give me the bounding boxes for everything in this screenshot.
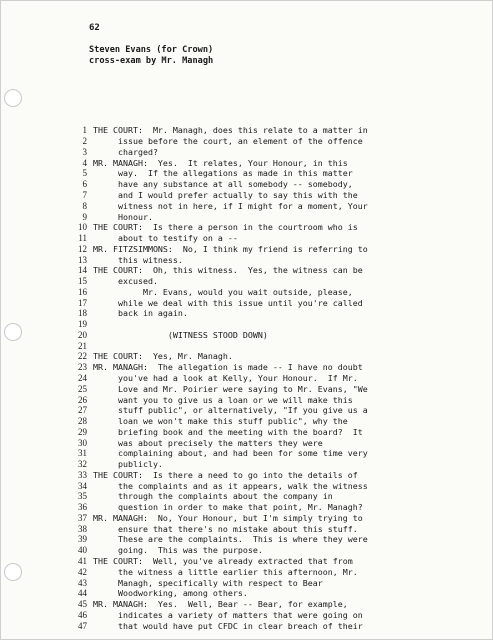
line-number: 18 <box>78 308 87 319</box>
binder-hole <box>4 563 22 581</box>
transcript-line <box>59 179 479 190</box>
line-number: 12 <box>78 243 87 254</box>
line-text: MR. FITZSIMMONS: No, I think my friend is referring to <box>93 243 368 254</box>
line-text: THE COURT: Oh, this witness. Yes, the witness can be <box>93 265 363 276</box>
line-number: 5 <box>82 168 87 179</box>
line-number: 32 <box>78 459 87 470</box>
line-number: 13 <box>78 254 87 265</box>
line-text: Woodworking, among others. <box>93 588 248 599</box>
line-text: excused. <box>93 276 158 287</box>
transcript-line <box>59 200 479 211</box>
transcript-line <box>59 157 479 168</box>
line-text: while we deal with this issue until you're called <box>93 297 363 308</box>
line-text: (WITNESS STOOD DOWN) <box>93 329 268 340</box>
line-number: 3 <box>82 146 87 157</box>
transcript-line <box>59 319 479 330</box>
transcript-line <box>59 340 479 351</box>
line-number: 44 <box>78 588 87 599</box>
line-number: 37 <box>78 512 87 523</box>
transcript-line <box>59 534 479 545</box>
line-number: 19 <box>78 319 87 330</box>
line-text: Managh, specifically with respect to Bear <box>93 577 323 588</box>
transcript-line <box>59 426 479 437</box>
transcript-line <box>59 459 479 470</box>
line-number: 25 <box>78 383 87 394</box>
transcript-line <box>59 233 479 244</box>
transcript-line <box>59 416 479 427</box>
line-number: 7 <box>82 189 87 200</box>
transcript-line <box>59 566 479 577</box>
witness-line: Steven Evans (for Crown) <box>89 45 214 55</box>
line-text: briefing book and the meeting with the board? It <box>93 426 363 437</box>
line-text: that would have put CFDC in clear breach of their <box>93 620 363 631</box>
line-text: THE COURT: Is there a need to go into the details of <box>93 469 358 480</box>
binder-hole <box>4 89 22 107</box>
line-text: THE COURT: Is there a person in the courtroom who is <box>93 222 358 233</box>
transcript-line <box>59 383 479 394</box>
transcript-line <box>59 577 479 588</box>
transcript-line <box>59 190 479 201</box>
line-number: 1 <box>82 125 87 136</box>
line-text: These are the complaints. This is where they were <box>93 534 368 545</box>
transcript-line <box>59 125 479 136</box>
transcript-line <box>59 276 479 287</box>
line-text: issue before the court, an element of the offence <box>93 136 363 147</box>
transcript-line <box>59 362 479 373</box>
line-number: 28 <box>78 416 87 427</box>
line-number: 42 <box>78 566 87 577</box>
transcript-line <box>59 470 479 481</box>
line-number: 15 <box>78 276 87 287</box>
transcript-line <box>59 480 479 491</box>
line-number: 46 <box>78 609 87 620</box>
line-number: 9 <box>82 211 87 222</box>
transcript-line <box>59 222 479 233</box>
line-number: 23 <box>78 362 87 373</box>
line-text: the complaints and as it appears, walk the witness <box>93 480 368 491</box>
line-number: 6 <box>82 179 87 190</box>
line-number: 10 <box>78 222 87 233</box>
transcript-line <box>59 373 479 384</box>
line-text: MR. MANAGH: Yes. Well, Bear -- Bear, for example, <box>93 599 348 610</box>
transcript-line <box>59 513 479 524</box>
transcript-line <box>59 523 479 534</box>
line-text: ensure that there's no mistake about this stuff. <box>93 523 358 534</box>
line-text: charged? <box>93 146 158 157</box>
line-number: 24 <box>78 372 87 383</box>
line-text: back in again. <box>93 308 188 319</box>
line-text: this witness. <box>93 254 183 265</box>
binder-hole <box>4 323 22 341</box>
line-text: question in order to make that point, Mr. Managh? <box>93 502 363 513</box>
line-number: 20 <box>78 329 87 340</box>
line-text: THE COURT: Well, you've already extracted that from <box>93 556 353 566</box>
line-number: 21 <box>78 340 87 351</box>
transcript-line <box>59 297 479 308</box>
line-text: Mr. Evans, would you wait outside, please, <box>93 286 353 297</box>
line-text: you've had a look at Kelly, Your Honour. If Mr. <box>93 372 358 383</box>
line-text: witness not in here, if I might for a moment, Your <box>93 200 368 211</box>
line-text: and I would prefer actually to say this with the <box>93 189 358 200</box>
transcript-line <box>59 405 479 416</box>
line-text: indicates a variety of matters that were going on <box>93 609 363 620</box>
examination-line: cross-exam by Mr. Managh <box>89 55 214 66</box>
line-number: 2 <box>82 136 87 147</box>
transcript-line <box>59 448 479 459</box>
line-number: 26 <box>78 394 87 405</box>
transcript-line <box>59 545 479 556</box>
transcript-line <box>59 351 479 362</box>
line-text: want you to give us a loan or we will make this <box>93 394 353 405</box>
line-text: going. This was the purpose. <box>93 545 263 556</box>
line-number: 11 <box>78 233 87 244</box>
line-number: 45 <box>78 599 87 610</box>
line-number: 47 <box>78 620 87 631</box>
line-number: 22 <box>78 351 87 362</box>
witness-header <box>89 45 213 66</box>
transcript-line <box>59 394 479 405</box>
line-text: complaining about, and had been for some time very <box>93 448 368 459</box>
line-number: 36 <box>78 502 87 513</box>
transcript-line <box>59 609 479 620</box>
transcript-line <box>59 437 479 448</box>
line-number: 40 <box>78 545 87 556</box>
line-number: 4 <box>82 157 87 168</box>
transcript-line <box>59 599 479 610</box>
transcript-line <box>59 330 479 341</box>
line-text: MR. MANAGH: No, Your Honour, but I'm simply trying to <box>93 512 363 523</box>
transcript-line <box>59 502 479 513</box>
transcript-line <box>59 136 479 147</box>
line-number: 30 <box>78 437 87 448</box>
line-number: 29 <box>78 426 87 437</box>
transcript-line <box>59 147 479 158</box>
line-number: 34 <box>78 480 87 491</box>
line-number: 16 <box>78 286 87 297</box>
line-text: loan we won't make this stuff public", why the <box>93 416 348 427</box>
line-text: through the complaints about the company in <box>93 491 333 502</box>
line-text: MR. MANAGH: The allegation is made -- I have no doubt <box>93 362 363 373</box>
line-number: 8 <box>82 200 87 211</box>
transcript-body <box>59 125 479 631</box>
transcript-line <box>59 308 479 319</box>
transcript-line <box>59 168 479 179</box>
transcript-line <box>59 265 479 276</box>
line-number: 39 <box>78 534 87 545</box>
line-text: stuff public", or alternatively, "If you give us a <box>93 405 368 416</box>
transcript-line <box>59 620 479 631</box>
line-number: 43 <box>78 577 87 588</box>
transcript-line <box>59 211 479 222</box>
transcript-line <box>59 243 479 254</box>
line-text: Love and Mr. Poirier were saying to Mr. Evans, "We <box>93 383 368 394</box>
transcript-line <box>59 491 479 502</box>
line-text: way. If the allegations as made in this matter <box>93 168 353 179</box>
line-text: have any substance at all somebody -- somebody, <box>93 179 353 190</box>
transcript-line <box>59 556 479 567</box>
transcript-line <box>59 286 479 297</box>
line-number: 35 <box>78 491 87 502</box>
line-text: Honour. <box>93 211 153 222</box>
line-number: 41 <box>78 556 87 566</box>
page-number: 62 <box>89 23 100 33</box>
line-text: was about precisely the matters they were <box>93 437 323 448</box>
line-number: 38 <box>78 523 87 534</box>
transcript-line <box>59 588 479 599</box>
line-number: 14 <box>78 265 87 276</box>
line-number: 31 <box>78 448 87 459</box>
line-number: 33 <box>78 469 87 480</box>
line-number: 27 <box>78 405 87 416</box>
line-text: about to testify on a -- <box>93 233 238 244</box>
line-text: THE COURT: Yes, Mr. Managh. <box>93 351 233 362</box>
line-text: THE COURT: Mr. Managh, does this relate to a matter in <box>93 125 368 136</box>
line-text: the witness a little earlier this afternoon, Mr. <box>93 566 358 577</box>
line-text: publicly. <box>93 459 163 470</box>
line-number: 17 <box>78 297 87 308</box>
transcript-line <box>59 254 479 265</box>
line-text: MR. MANAGH: Yes. It relates, Your Honour, in this <box>93 157 348 168</box>
